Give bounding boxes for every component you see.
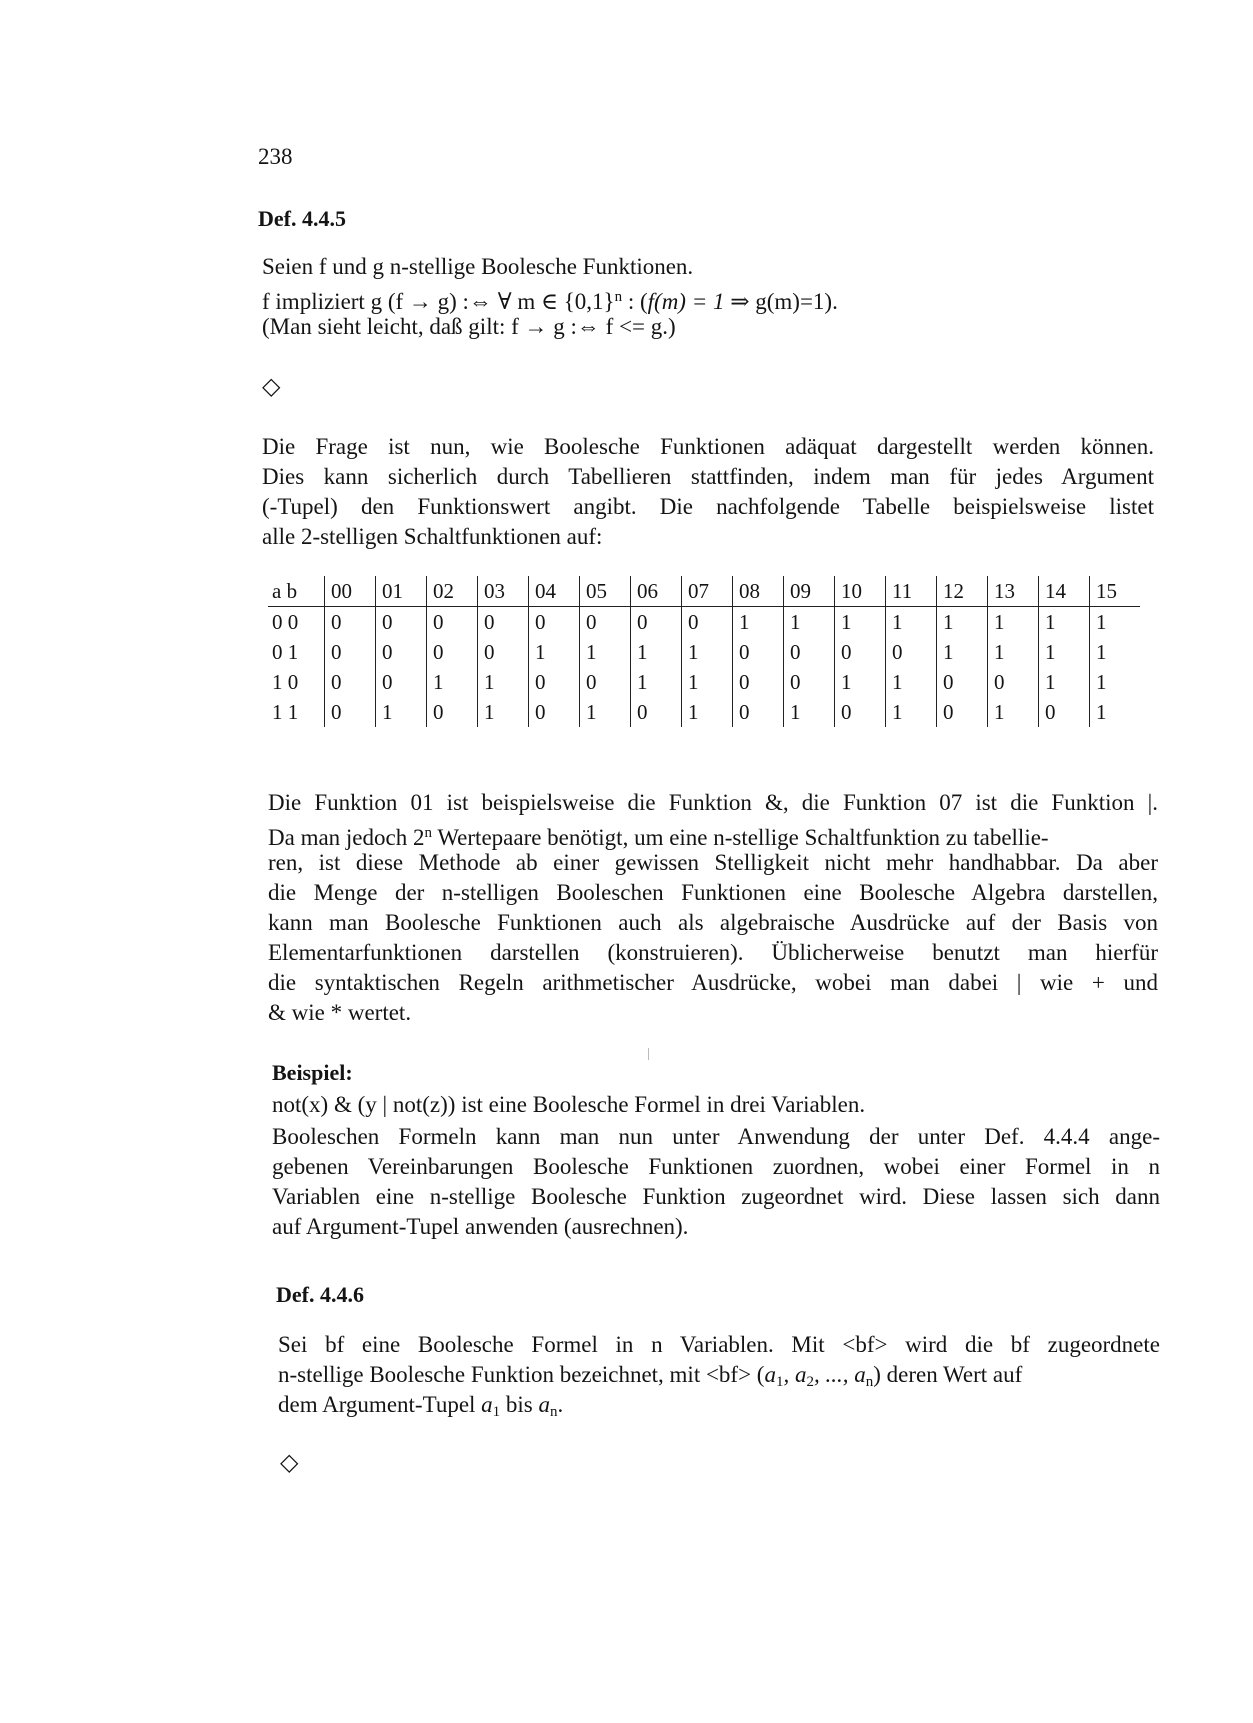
table-cell: 0	[733, 697, 784, 727]
table-corner-header: a b	[268, 576, 325, 607]
para2-line-3: ren, ist diese Methode ab einer gewissen Stelligkeit nicht mehr handhabbar. Da aber	[268, 850, 1158, 875]
column-header: 06	[631, 576, 682, 607]
def-446-bis: bis	[500, 1392, 539, 1417]
table-cell: 1	[580, 637, 631, 667]
table-cell: 1	[478, 667, 529, 697]
para2-line-1: Die Funktion 01 ist beispielsweise die Funktion &, die Funktion 07 ist die Funktion |.	[268, 790, 1158, 815]
table-cell: 0	[631, 697, 682, 727]
row-args: 1 0	[272, 670, 299, 694]
table-row	[268, 637, 1140, 667]
def-445-line-1: Seien f und g n-stellige Boolesche Funktionen.	[262, 254, 694, 279]
table-cell: 1	[376, 697, 427, 727]
table-cell: 1	[835, 607, 886, 638]
table-cell: 0	[988, 667, 1039, 697]
def-446-line-2-end: ) deren Wert auf	[873, 1362, 1023, 1387]
table-row	[268, 667, 1140, 697]
def-445-end-mark: ◇	[262, 372, 281, 400]
row-args: 1 1	[272, 700, 299, 724]
table-cell: 0	[937, 697, 988, 727]
table-cell: 1	[1039, 607, 1090, 638]
table-cell: 1	[988, 607, 1039, 638]
table-cell: 0	[427, 607, 478, 638]
table-cell: 0	[835, 697, 886, 727]
column-header: 05	[580, 576, 631, 607]
column-header: 08	[733, 576, 784, 607]
column-header: 02	[427, 576, 478, 607]
table-row	[268, 607, 1140, 638]
table-cell: 1	[988, 697, 1039, 727]
table-cell: 1	[1090, 637, 1141, 667]
table-cell: 1	[529, 637, 580, 667]
def-446-sub-1: 1	[492, 1404, 501, 1420]
table-cell: 1	[835, 667, 886, 697]
table-cell: 1	[682, 637, 733, 667]
table-cell: 1	[784, 697, 835, 727]
table-cell: 1	[733, 607, 784, 638]
table-cell: 0	[784, 637, 835, 667]
def-446-line-2-text: n-stellige Boolesche Funktion bezeichnet, mit <bf> (	[278, 1362, 765, 1387]
def-445-heading: Def. 4.4.5	[258, 206, 346, 231]
para2-line-7: die syntaktischen Regeln arithmetischer Ausdrücke, wobei man dabei | wie + und	[268, 970, 1158, 995]
example-heading: Beispiel:	[272, 1060, 353, 1085]
para2-line-2-part-b: Wertepaare benötigt, um eine n-stellige Schaltfunktion zu tabellie-	[431, 825, 1049, 850]
table-cell: 0	[886, 637, 937, 667]
para2-last-line: & wie * wertet.	[268, 1000, 412, 1025]
column-header: 03	[478, 576, 529, 607]
table-cell: 0	[478, 607, 529, 638]
table-cell: 0	[376, 637, 427, 667]
row-args: 0 0	[272, 610, 299, 634]
def-446-var-a: , a	[783, 1362, 807, 1387]
column-header: 01	[376, 576, 427, 607]
table-cell: 0	[376, 607, 427, 638]
table-cell: 1	[886, 667, 937, 697]
def-446-var-a: a	[538, 1392, 551, 1417]
example-line-4: Variablen eine n-stellige Boolesche Funktion zugeordnet wird. Diese lassen sich dann	[272, 1184, 1160, 1209]
table-header-row	[268, 576, 1140, 607]
table-cell: 0	[376, 667, 427, 697]
def-446-sub-1: 1	[775, 1374, 784, 1390]
table-cell: 0	[325, 637, 376, 667]
table-cell: 0	[325, 607, 376, 638]
table-cell: 1	[1090, 697, 1141, 727]
example-last-line: auf Argument-Tupel anwenden (ausrechnen).	[272, 1214, 689, 1239]
table-cell: 0	[529, 667, 580, 697]
def-445-line-3: (Man sieht leicht, daß gilt: f → g :⇔ f <= g.)	[262, 314, 676, 339]
table-cell: 0	[784, 667, 835, 697]
intro-line-4: alle 2-stelligen Schaltfunktionen auf:	[262, 524, 603, 549]
table-cell: 1	[886, 607, 937, 638]
table-cell: 0	[1039, 697, 1090, 727]
column-header: 14	[1039, 576, 1090, 607]
row-args: 0 1	[272, 640, 299, 664]
table-cell: 1	[1090, 667, 1141, 697]
def-446-var-a: a	[764, 1362, 776, 1387]
table-row	[268, 697, 1140, 727]
intro-line-1: Die Frage ist nun, wie Boolesche Funktionen adäquat dargestellt werden können.	[262, 434, 1154, 459]
column-header: 04	[529, 576, 580, 607]
table-cell: 1	[1039, 637, 1090, 667]
table-cell: 0	[478, 637, 529, 667]
page-number: 238	[258, 144, 293, 169]
column-header: 07	[682, 576, 733, 607]
table-cell: 0	[529, 697, 580, 727]
scan-artifact	[648, 1048, 649, 1060]
table-cell: 0	[835, 637, 886, 667]
column-header: 09	[784, 576, 835, 607]
def-446-line-3-text: dem Argument-Tupel	[278, 1392, 482, 1417]
para2-line-2-part-a: Da man jedoch 2	[268, 825, 425, 850]
def-446-heading: Def. 4.4.6	[276, 1282, 364, 1307]
def-445-line-2-part-a: f impliziert g (f → g) :⇔ ∀ m ∈ {0,1}	[262, 289, 615, 314]
table-cell: 1	[580, 697, 631, 727]
column-header: 10	[835, 576, 886, 607]
table-cell: 0	[529, 607, 580, 638]
para2-line-4: die Menge der n-stelligen Booleschen Funktionen eine Boolesche Algebra darstellen,	[268, 880, 1158, 905]
def-446-var-a: , ..., a	[813, 1362, 866, 1387]
def-446-sub-n: n	[865, 1374, 874, 1390]
table-cell: 0	[631, 607, 682, 638]
switching-function-table	[268, 576, 1140, 727]
def-445-exponent: n	[614, 289, 623, 305]
example-line-2: Booleschen Formeln kann man nun unter Anwendung der unter Def. 4.4.4 ange-	[272, 1124, 1160, 1149]
table-cell: 1	[886, 697, 937, 727]
def-446-sub-2: 2	[806, 1374, 814, 1390]
table-cell: 1	[937, 637, 988, 667]
example-line-1: not(x) & (y | not(z)) ist eine Boolesche Formel in drei Variablen.	[272, 1092, 866, 1117]
intro-line-3: (-Tupel) den Funktionswert angibt. Die nachfolgende Tabelle beispielsweise listet	[262, 494, 1154, 519]
def-446-end-mark: ◇	[280, 1448, 299, 1476]
def-446-sub-n: n	[550, 1404, 558, 1420]
column-header: 00	[325, 576, 376, 607]
column-header: 11	[886, 576, 937, 607]
table-cell: 1	[937, 607, 988, 638]
table-cell: 1	[427, 667, 478, 697]
table-cell: 1	[631, 637, 682, 667]
table-cell: 0	[937, 667, 988, 697]
table-cell: 0	[427, 637, 478, 667]
table-cell: 1	[988, 637, 1039, 667]
def-445-formula: f(m) = 1	[647, 289, 725, 314]
def-446-line-3	[278, 1390, 563, 1427]
table-cell: 0	[427, 697, 478, 727]
table-cell: 0	[580, 667, 631, 697]
table-cell: 1	[682, 667, 733, 697]
table-cell: 0	[325, 667, 376, 697]
def-446-var-a: a	[481, 1392, 493, 1417]
def-446-period: .	[557, 1392, 564, 1417]
table-cell: 0	[733, 637, 784, 667]
para2-exponent: n	[424, 825, 432, 841]
table-cell: 0	[733, 667, 784, 697]
para2-line-6: Elementarfunktionen darstellen (konstruieren). Üblicherweise benutzt man hierfür	[268, 940, 1158, 965]
table-cell: 0	[682, 607, 733, 638]
column-header: 12	[937, 576, 988, 607]
def-445-line-2-part-b: : (	[622, 289, 648, 314]
def-446-line-1: Sei bf eine Boolesche Formel in n Variablen. Mit <bf> wird die bf zugeordnete	[278, 1332, 1160, 1357]
table-cell: 1	[682, 697, 733, 727]
table-cell: 1	[1039, 667, 1090, 697]
table-cell: 1	[478, 697, 529, 727]
table-cell: 1	[631, 667, 682, 697]
intro-line-2: Dies kann sicherlich durch Tabellieren stattfinden, indem man für jedes Argument	[262, 464, 1154, 489]
column-header: 15	[1090, 576, 1141, 607]
table-cell: 0	[580, 607, 631, 638]
table-cell: 1	[1090, 607, 1141, 638]
def-445-line-2-part-d: ⇒ g(m)=1).	[724, 289, 838, 314]
table-cell: 0	[325, 697, 376, 727]
para2-line-5: kann man Boolesche Funktionen auch als algebraische Ausdrücke auf der Basis von	[268, 910, 1158, 935]
column-header: 13	[988, 576, 1039, 607]
example-line-3: gebenen Vereinbarungen Boolesche Funktionen zuordnen, wobei einer Formel in n	[272, 1154, 1160, 1179]
table-cell: 1	[784, 607, 835, 638]
